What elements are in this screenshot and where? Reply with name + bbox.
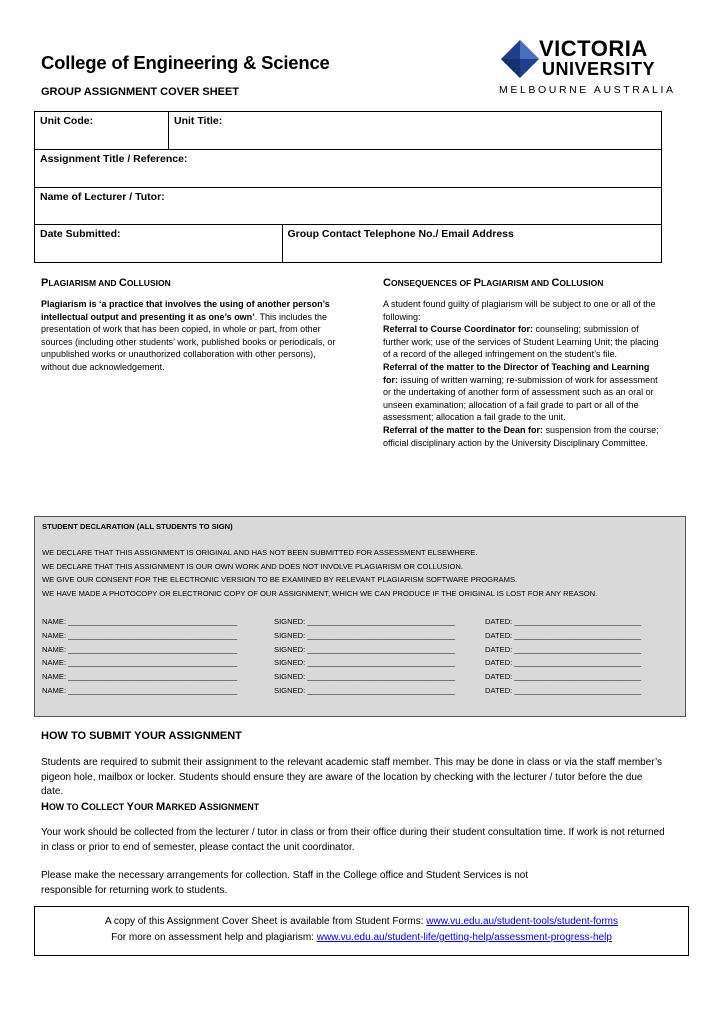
assignment-title-label: Assignment Title / Reference:: [40, 153, 188, 165]
date-submitted-field[interactable]: [35, 225, 283, 263]
plagiarism-definition: Plagiarism is ‘a practice that involves the using of another person’s intellectual output and presenting it as one’s own’. This includes the presentation of work that has been copied, in whole or part, from other sources (including other students’ work, published books or periodicals, or unpublished works or unauthorized collaboration with other persons), without due acknowledgement.: [41, 299, 336, 372]
dated-field[interactable]: DATED: ______________________________: [485, 658, 642, 668]
student-declaration-box: [34, 516, 686, 717]
consequences-text: A student found guilty of plagiarism will be subject to one or all of the following: Referral to Course Coordinator for: counseling; submission of further work; use of the services of Student Learning Unit; the placing of a record of the alleged infringement on the student’s file. Referral of the matter to the Director of Teaching and Learning for: issuing of written warning; re-submission of work for assessment or the undertaking of another form of assessment such as an oral or unseen examination; allocation of a fail grade to part or all of the assessment; allocation a fail grade to the unit. Referral of the matter to the Dean for: suspension from the course; official disciplinary action by the University Disciplinary Committee.: [383, 299, 659, 448]
signed-field[interactable]: SIGNED: ___________________________________: [274, 617, 456, 626]
lecturer-label: Name of Lecturer / Tutor:: [40, 191, 165, 203]
name-field[interactable]: NAME: ________________________________________: [42, 644, 238, 654]
declaration-line: WE GIVE OUR CONSENT FOR THE ELECTRONIC VERSION TO BE EXAMINED BY RELEVANT PLAGIARISM SOFTWARE PROGRAMS.: [42, 575, 518, 584]
dated-field[interactable]: DATED: ______________________________: [485, 630, 642, 640]
name-field[interactable]: NAME: ________________________________________: [42, 617, 238, 626]
declaration-heading: STUDENT DECLARATION (ALL STUDENTS TO SIGN): [42, 522, 233, 531]
logo-location-text: MELBOURNE AUSTRALIA: [499, 84, 676, 96]
declaration-line: WE DECLARE THAT THIS ASSIGNMENT IS ORIGINAL AND HAS NOT BEEN SUBMITTED FOR ASSESSMENT ELSEWHERE.: [42, 548, 478, 557]
dated-field[interactable]: DATED: ______________________________: [485, 644, 642, 654]
date-submitted-label: Date Submitted:: [40, 228, 121, 240]
signature-row: [42, 645, 682, 657]
collect-note: Please make the necessary arrangements for collection. Staff in the College office and Student Services is not responsible for returning work to students.: [41, 870, 529, 896]
signed-field[interactable]: SIGNED: ___________________________________: [274, 686, 456, 695]
page-subtitle: GROUP ASSIGNMENT COVER SHEET: [41, 86, 240, 98]
unit-code-label: Unit Code:: [40, 115, 94, 127]
assignment-info-table: [34, 111, 662, 263]
collect-text: Your work should be collected from the lecturer / tutor in class or from their office during their student consultation time. If work is not returned in class or prior to end of semester, please contact the unit coordinator.: [41, 827, 665, 853]
dated-field[interactable]: DATED: ______________________________: [485, 617, 642, 626]
name-field[interactable]: NAME: ________________________________________: [42, 630, 238, 640]
signature-row: [42, 631, 682, 643]
collect-heading: HOW TO COLLECT YOUR MARKED ASSIGNMENT: [41, 801, 260, 813]
dated-field[interactable]: DATED: ______________________________: [485, 672, 642, 682]
consequences-heading: CONSEQUENCES OF PLAGIARISM AND COLLUSION: [383, 277, 604, 289]
signature-row: [42, 672, 682, 684]
submit-text: Students are required to submit their assignment to the relevant academic staff member. This may be done in class or via the staff member’s pigeon hole, mailbox or locker. Students should ensure they are aware of the location by checking with the lecturer / tutor before the due date.: [41, 757, 663, 797]
footer-line-help: For more on assessment help and plagiarism: www.vu.edu.au/student-life/getting-help/assessment-progress-help: [111, 932, 612, 943]
signed-field[interactable]: SIGNED: ___________________________________: [274, 644, 456, 654]
signature-row: [42, 686, 682, 698]
group-contact-label: Group Contact Telephone No./ Email Address: [287, 228, 514, 240]
name-field[interactable]: NAME: ________________________________________: [42, 686, 238, 695]
logo-victoria-text: VICTORIA: [539, 36, 648, 61]
university-logo: [498, 36, 676, 100]
group-contact-field[interactable]: [282, 225, 662, 263]
footer-line-forms: A copy of this Assignment Cover Sheet is available from Student Forms: www.vu.edu.au/student-tools/student-forms: [104, 916, 619, 927]
unit-code-field[interactable]: [35, 112, 169, 150]
assignment-title-field[interactable]: [35, 150, 662, 188]
signed-field[interactable]: SIGNED: ___________________________________: [274, 658, 456, 668]
dated-field[interactable]: DATED: ______________________________: [485, 686, 642, 695]
signature-row: [42, 658, 682, 670]
assessment-help-link[interactable]: www.vu.edu.au/student-life/getting-help/assessment-progress-help: [316, 932, 612, 943]
student-forms-link[interactable]: www.vu.edu.au/student-tools/student-forms: [426, 916, 619, 927]
signature-row: [42, 617, 682, 629]
unit-title-label: Unit Title:: [174, 115, 223, 127]
lecturer-field[interactable]: [35, 188, 662, 225]
name-field[interactable]: NAME: ________________________________________: [42, 658, 238, 668]
name-field[interactable]: NAME: ________________________________________: [42, 672, 238, 682]
declaration-line: WE HAVE MADE A PHOTOCOPY OR ELECTRONIC COPY OF OUR ASSIGNMENT, WHICH WE CAN PRODUCE IF THE ORIGINAL IS LOST FOR ANY REASON.: [42, 589, 598, 598]
logo-university-text: UNIVERSITY: [542, 59, 656, 79]
submit-heading: HOW TO SUBMIT YOUR ASSIGNMENT: [41, 730, 242, 742]
plagiarism-heading: PLAGIARISM AND COLLUSION: [41, 277, 171, 289]
signed-field[interactable]: SIGNED: ___________________________________: [274, 630, 456, 640]
logo-diamond-icon: [501, 40, 539, 78]
page-title: College of Engineering & Science: [41, 52, 330, 73]
signed-field[interactable]: SIGNED: ___________________________________: [274, 672, 456, 682]
unit-title-field[interactable]: [169, 112, 662, 150]
footer-info-box: [34, 906, 689, 956]
declaration-line: WE DECLARE THAT THIS ASSIGNMENT IS OUR OWN WORK AND DOES NOT INVOLVE PLAGIARISM OR COLLUSION.: [42, 562, 463, 571]
